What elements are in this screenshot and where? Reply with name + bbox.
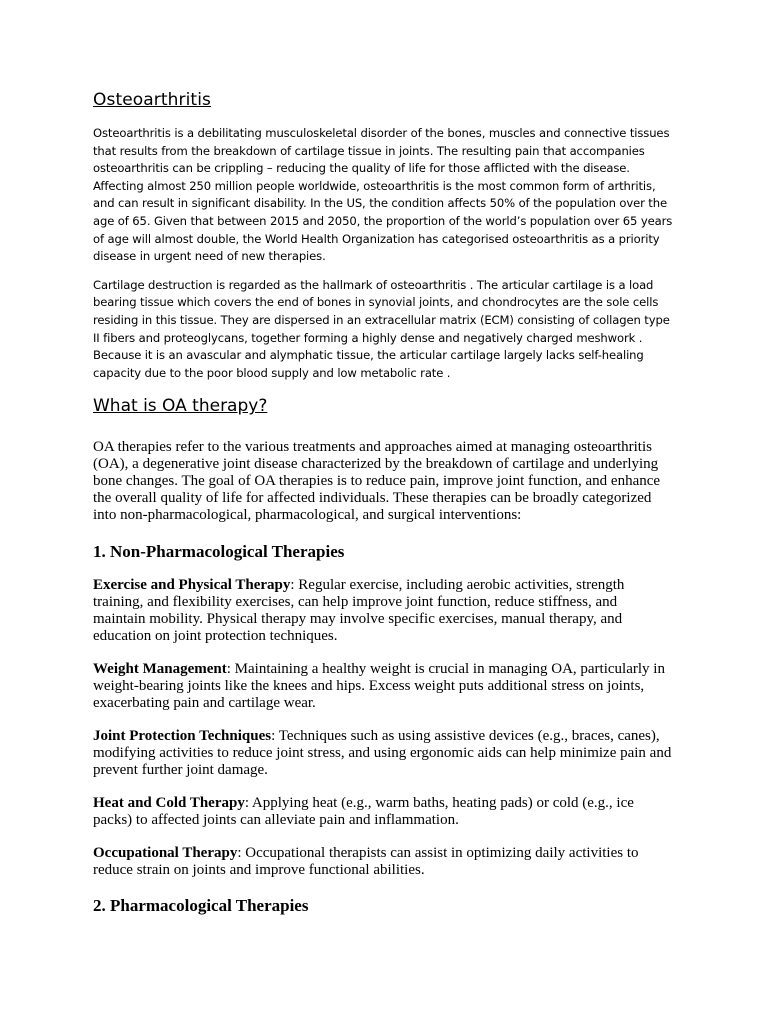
therapy-term: Exercise and Physical Therapy bbox=[93, 577, 291, 594]
therapy-item bbox=[93, 795, 673, 829]
therapy-item bbox=[93, 728, 673, 779]
therapy-item bbox=[93, 845, 673, 879]
therapy-term: Occupational Therapy bbox=[93, 845, 238, 862]
therapy-text: : Occupational therapists can assist in optimizing daily activities to reduce strain on joints and improve functional abilities. bbox=[93, 845, 639, 879]
intro-paragraph-2: Cartilage destruction is regarded as the hallmark of osteoarthritis . The articular cartilage is a load bearing tissue which covers the end of bones in synovial joints, and chondrocytes are the sole cells residing in this tissue. They are dispersed in an extracellular matrix (ECM) consisting of collagen type II fibers and proteoglycans, together forming a highly dense and negatively charged meshwork . Because it is an avascular and alymphatic tissue, the articular cartilage largely lacks self-healing capacity due to the poor blood supply and low metabolic rate . bbox=[93, 277, 670, 380]
section-intro: OA therapies refer to the various treatments and approaches aimed at managing osteoarthritis (OA), a degenerative joint disease characterized by the breakdown of cartilage and underlying bone changes. The goal of OA therapies is to reduce pain, improve joint function, and enhance the overall quality of life for affected individuals. These therapies can be broadly categorized into non-pharmacological, pharmacological, and surgical interventions: bbox=[93, 439, 661, 524]
therapy-text: : Applying heat (e.g., warm baths, heating pads) or cold (e.g., ice packs) to affected joints can alleviate pain and inflammation. bbox=[93, 795, 634, 829]
therapy-text: : Regular exercise, including aerobic activities, strength training, and flexibility exercises, can help improve joint function, reduce stiffness, and maintain mobility. Physical therapy may involve specific exercises, manual therapy, and education on joint protection techniques. bbox=[93, 577, 625, 645]
section-heading: What is OA therapy? bbox=[93, 396, 268, 417]
therapy-term: Heat and Cold Therapy bbox=[93, 795, 245, 812]
intro-paragraph-1: Osteoarthritis is a debilitating musculoskeletal disorder of the bones, muscles and connective tissues that results from the breakdown of cartilage tissue in joints. The resulting pain that accompanies osteoarthritis can be crippling – reducing the quality of life for those afflicted with the disease. Affecting almost 250 million people worldwide, osteoarthritis is the most common form of arthritis, and can result in significant disability. In the US, the condition affects 50% of the population over the age of 65. Given that between 2015 and 2050, the proportion of the world’s population over 65 years of age will almost double, the World Health Organization has categorised osteoarthritis as a priority disease in urgent need of new therapies. bbox=[93, 126, 673, 264]
therapy-text: : Maintaining a healthy weight is crucial in managing OA, particularly in weight-bearing joints like the knees and hips. Excess weight puts additional stress on joints, exacerbating pain and cartilage wear. bbox=[93, 661, 665, 712]
subsection-1-heading: 1. Non-Pharmacological Therapies bbox=[93, 542, 345, 562]
therapy-item bbox=[93, 661, 673, 712]
document-page bbox=[93, 88, 673, 931]
therapy-term: Weight Management bbox=[93, 661, 227, 678]
therapy-term: Joint Protection Techniques bbox=[93, 728, 272, 745]
subsection-2-heading: 2. Pharmacological Therapies bbox=[93, 896, 309, 916]
therapy-item bbox=[93, 577, 673, 645]
document-title: Osteoarthritis bbox=[93, 90, 211, 110]
therapy-text: : Techniques such as using assistive devices (e.g., braces, canes), modifying activities to reduce joint stress, and using ergonomic aids can help minimize pain and prevent further joint damage. bbox=[93, 728, 672, 779]
